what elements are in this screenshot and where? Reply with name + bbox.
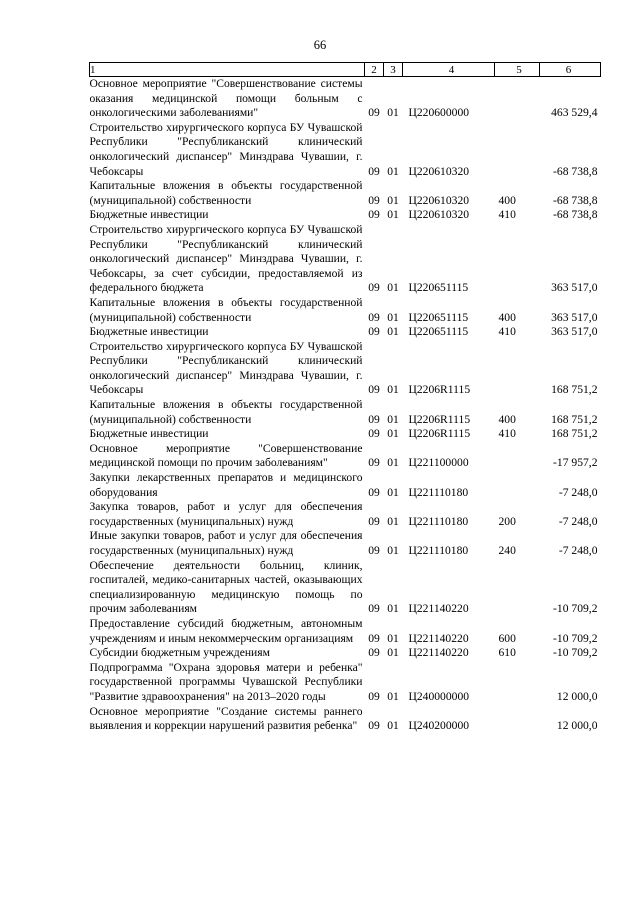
row-description: Закупки лекарственных препаратов и медицинского оборудования [89,471,363,499]
row-section: 09 [368,631,380,645]
row-amount: -10 709,2 [553,646,598,660]
table-row [90,661,601,705]
row-subsection: 01 [387,325,399,339]
header-cell-subsection: 3 [384,63,403,77]
row-target-item: Ц221110180 [408,485,469,499]
row-description: Подпрограмма "Охрана здоровья матери и ребенка" государственной программы Чувашской Республики "Развитие здравоохранения" на 2013–2020 годы [89,660,363,703]
row-description: Бюджетные инвестиции [89,325,209,339]
row-subsection: 01 [387,544,399,557]
row-subsection: 01 [387,646,399,660]
row-subsection: 01 [387,193,399,207]
table-row [90,208,601,223]
row-amount: -10 709,2 [553,602,598,616]
row-amount: 363 517,0 [551,281,598,295]
row-description: Бюджетные инвестиции [89,208,209,222]
row-subsection: 01 [387,631,399,645]
header-cell-amount: 6 [540,63,601,77]
row-target-item: Ц221110180 [408,514,469,528]
row-amount: 168 751,2 [551,383,598,397]
table-row [90,500,601,529]
row-description: Капитальные вложения в объекты государственной (муниципальной) собственности [89,295,363,324]
row-amount: -17 957,2 [553,456,598,470]
table-row [90,442,601,471]
row-target-item: Ц220600000 [408,106,470,120]
row-section: 09 [368,544,380,557]
row-expense-type: 240 [498,544,516,557]
row-expense-type [495,77,540,121]
row-section: 09 [368,325,380,339]
row-target-item: Ц2206R1115 [408,383,471,397]
row-expense-type: 410 [498,208,516,222]
table-row [90,559,601,617]
row-subsection: 01 [387,281,399,295]
table-row [90,427,601,442]
row-description: Основное мероприятие "Создание системы раннего выявления и коррекции нарушений развития ребенка" [89,704,363,733]
row-expense-type: 200 [498,514,516,528]
row-target-item: Ц221140220 [408,631,469,645]
row-section: 09 [368,485,380,499]
row-target-item: Ц221100000 [408,456,469,470]
table-row [90,223,601,296]
row-amount: -68 738,8 [553,193,598,207]
row-section: 09 [368,689,380,703]
row-section: 09 [368,514,380,528]
row-description: Бюджетные инвестиции [89,427,209,441]
row-subsection: 01 [387,106,399,120]
row-subsection: 01 [387,310,399,324]
row-target-item: Ц220651115 [408,325,469,339]
row-description: Основное мероприятие "Совершенствование системы оказания медицинской помощи больным с онкологическими заболеваниями" [89,77,363,120]
row-subsection: 01 [387,456,399,470]
row-subsection: 01 [387,719,399,733]
row-subsection: 01 [387,514,399,528]
row-target-item: Ц221110180 [408,544,469,557]
row-expense-type: 400 [498,412,516,426]
row-amount: 12 000,0 [556,719,598,733]
row-target-item: Ц2206R1115 [408,427,471,441]
table-row [90,646,601,661]
row-expense-type: 400 [498,193,516,207]
row-target-item: Ц220651115 [408,310,469,324]
header-cell-target-item: 4 [403,63,495,77]
row-amount: -68 738,8 [553,208,598,222]
row-expense-type [495,121,540,179]
row-section: 09 [368,719,380,733]
table-row [90,179,601,208]
row-expense-type: 400 [498,310,516,324]
row-amount: 168 751,2 [551,427,598,441]
row-expense-type: 410 [498,427,516,441]
row-target-item: Ц221140220 [408,646,469,660]
row-amount: -10 709,2 [553,631,598,645]
table-row [90,77,601,121]
row-description: Закупка товаров, работ и услуг для обеспечения государственных (муниципальных) нужд [89,500,363,528]
row-expense-type [495,661,540,705]
table-header-row [90,63,601,77]
row-subsection: 01 [387,689,399,703]
table-row [90,121,601,179]
row-section: 09 [368,427,380,441]
row-target-item: Ц2206R1115 [408,412,471,426]
row-target-item: Ц220610320 [408,208,470,222]
row-description: Капитальные вложения в объекты государственной (муниципальной) собственности [89,179,363,207]
row-subsection: 01 [387,602,399,616]
row-subsection: 01 [387,412,399,426]
row-section: 09 [368,602,380,616]
header-cell-section: 2 [365,63,384,77]
row-amount: -7 248,0 [558,514,598,528]
row-target-item: Ц221140220 [408,602,469,616]
row-amount: 363 517,0 [551,310,598,324]
row-expense-type [495,442,540,471]
row-amount: 463 529,4 [551,106,598,120]
row-expense-type [495,559,540,617]
row-amount: -7 248,0 [558,485,598,499]
row-amount: 12 000,0 [556,689,598,703]
row-expense-type [495,223,540,296]
table-row [90,325,601,340]
row-description: Субсидии бюджетным учреждениям [89,646,270,660]
header-cell-expense-type: 5 [495,63,540,77]
row-section: 09 [368,646,380,660]
row-expense-type [495,471,540,500]
table-row [90,705,601,734]
row-expense-type [495,340,540,398]
table-row [90,529,601,558]
row-amount: 168 751,2 [551,412,598,426]
row-description: Капитальные вложения в объекты государственной (муниципальной) собственности [89,398,363,426]
row-section: 09 [368,208,380,222]
row-subsection: 01 [387,485,399,499]
row-section: 09 [368,281,380,295]
row-section: 09 [368,456,380,470]
row-target-item: Ц220610320 [408,193,470,207]
row-section: 09 [368,193,380,207]
page-number: 66 [313,38,327,52]
row-amount: -68 738,8 [553,164,598,178]
row-description: Строительство хирургического корпуса БУ Чувашской Республики "Республиканский клинический онкологический диспансер" Минздрава Чувашии, г. Чебоксары [89,120,363,178]
row-subsection: 01 [387,208,399,222]
row-section: 09 [368,164,380,178]
row-subsection: 01 [387,164,399,178]
row-expense-type: 600 [498,631,516,645]
row-description: Основное мероприятие "Совершенствование медицинской помощи по прочим заболеваниям" [89,441,363,470]
row-description: Предоставление субсидий бюджетным, автономным учреждениям и иным некоммерческим организациям [89,616,363,645]
row-expense-type [495,705,540,734]
table-row [90,471,601,500]
table-row [90,340,601,398]
row-section: 09 [368,383,380,397]
row-amount: 363 517,0 [551,325,598,339]
table-row [90,398,601,427]
row-description: Иные закупки товаров, работ и услуг для обеспечения государственных (муниципальных) нужд [89,529,363,557]
row-expense-type: 410 [498,325,516,339]
row-expense-type: 610 [498,646,516,660]
row-target-item: Ц240000000 [408,689,470,703]
row-description: Строительство хирургического корпуса БУ Чувашской Республики "Республиканский клинический онкологический диспансер" Минздрава Чувашии, г. Чебоксары, за счет субсидии, предоставляемой из федерального бюджета [89,222,363,295]
row-target-item: Ц220651115 [408,281,469,295]
row-subsection: 01 [387,427,399,441]
row-subsection: 01 [387,383,399,397]
row-target-item: Ц240200000 [408,719,470,733]
row-section: 09 [368,412,380,426]
table-row [90,296,601,325]
row-target-item: Ц220610320 [408,164,470,178]
row-description: Строительство хирургического корпуса БУ Чувашской Республики "Республиканский клинический онкологический диспансер" Минздрава Чувашии, г. Чебоксары [89,339,363,397]
row-section: 09 [368,106,380,120]
header-cell-description: 1 [90,63,365,77]
row-section: 09 [368,310,380,324]
budget-table [89,62,601,734]
table-row [90,617,601,646]
row-description: Обеспечение деятельности больниц, клиник, госпиталей, медико-санитарных частей, оказывающих специализированную медицинскую помощь по прочим заболеваниям [89,558,363,616]
row-amount: -7 248,0 [558,544,598,557]
